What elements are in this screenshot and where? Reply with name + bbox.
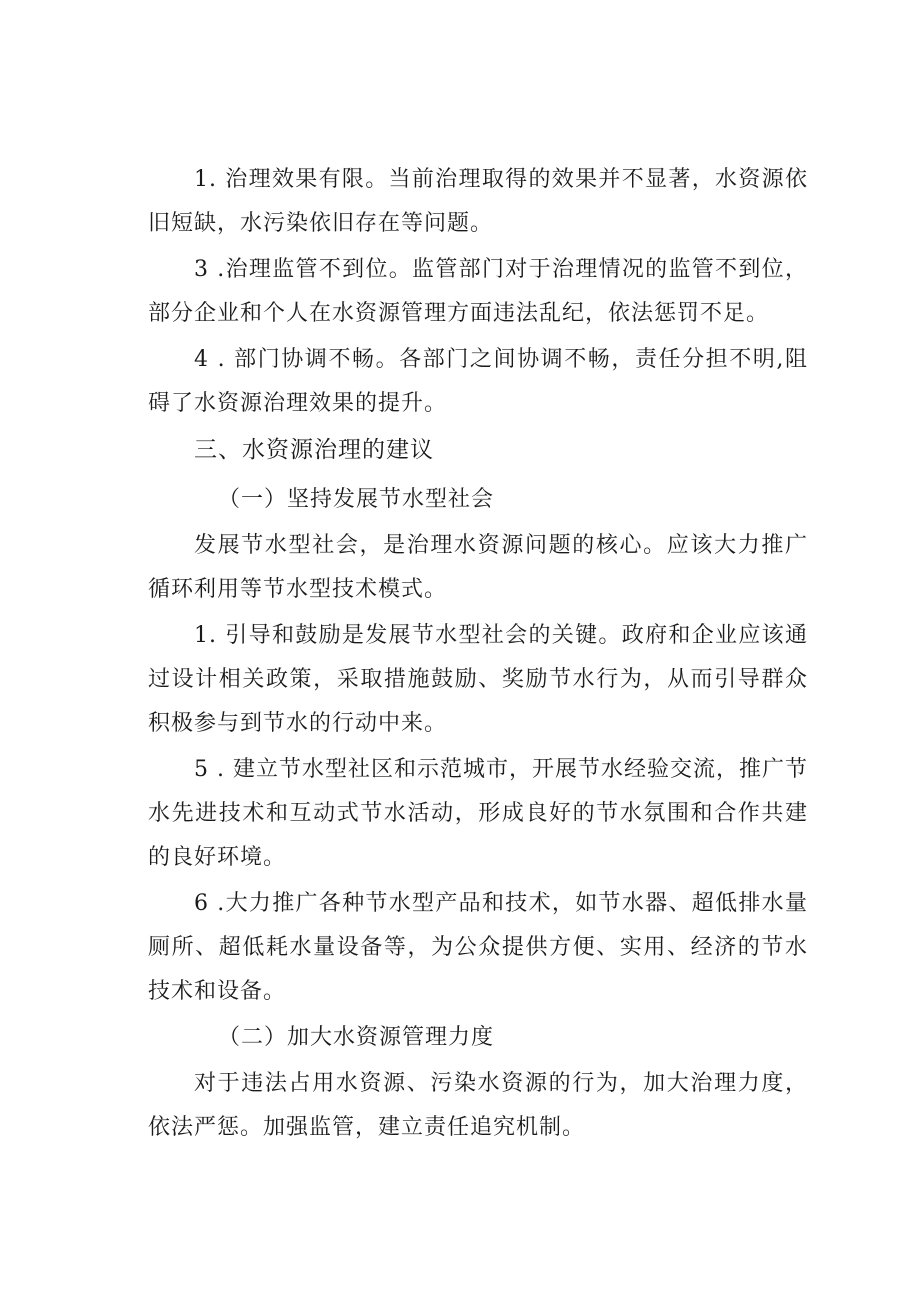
paragraph-supervision: 3 .治理监管不到位。监管部门对于治理情况的监管不到位，部分企业和个人在水资源管理方面违法乱纪，依法惩罚不足。 <box>148 257 808 326</box>
paragraph-coordination: 4 . 部门协调不畅。各部门之间协调不畅，责任分担不明,阻碍了水资源治理效果的提升。 <box>148 347 808 416</box>
subheading-management: （二）加大水资源管理力度 <box>218 1025 495 1050</box>
document-body <box>148 158 808 1152</box>
paragraph-demo-cities: 5 . 建立节水型社区和示范城市，开展节水经验交流，推广节水先进技术和互动式节水活动，形成良好的节水氛围和合作共建的良好环境。 <box>148 757 808 870</box>
section-heading-suggestions: 三、水资源治理的建议 <box>194 437 434 463</box>
paragraph-products: 6 .大力推广各种节水型产品和技术，如节水器、超低排水量厕所、超低耗水量设备等，为公众提供方便、实用、经济的节水技术和设备。 <box>148 891 808 1004</box>
paragraph-governance-effect: 1. 治理效果有限。当前治理取得的效果并不显著，水资源依旧短缺，水污染依旧存在等问题。 <box>148 167 808 236</box>
paragraph-enforcement: 对于违法占用水资源、污染水资源的行为，加大治理力度，依法严惩。加强监管，建立责任追究机制。 <box>148 1071 808 1140</box>
subheading-water-saving-society: （一）坚持发展节水型社会 <box>218 487 495 512</box>
paragraph-core-idea: 发展节水型社会，是治理水资源问题的核心。应该大力推广循环利用等节水型技术模式。 <box>148 533 808 602</box>
paragraph-guidance: 1. 引导和鼓励是发展节水型社会的关键。政府和企业应该通过设计相关政策，采取措施鼓励、奖励节水行为，从而引导群众积极参与到节水的行动中来。 <box>148 623 808 736</box>
